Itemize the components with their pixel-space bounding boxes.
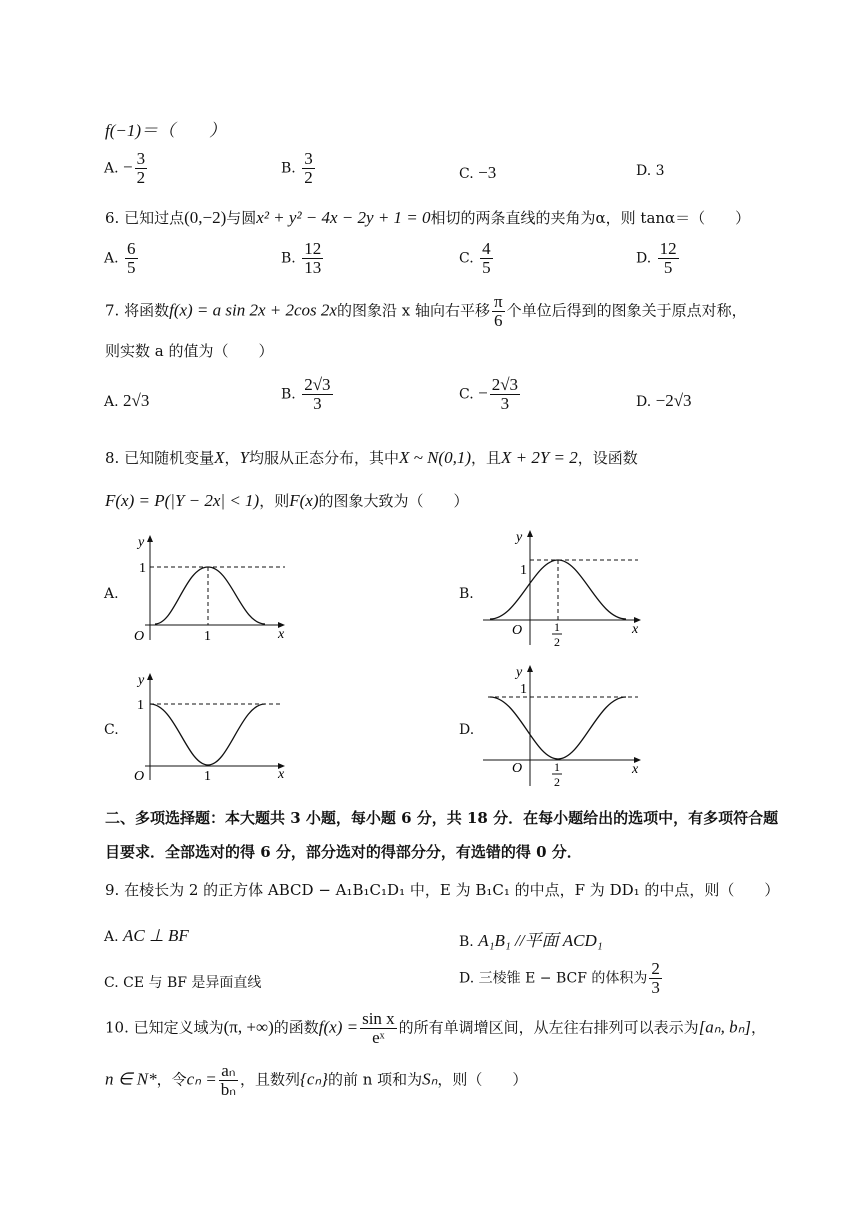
sign: − xyxy=(123,157,133,177)
svg-text:1: 1 xyxy=(137,698,144,713)
svg-text:1: 1 xyxy=(554,760,560,774)
graph-a-label[interactable]: A. xyxy=(104,586,119,602)
section-2-line2: 目要求．全部选对的得 6 分，部分选对的得部分分，有选错的得 0 分． xyxy=(105,843,582,861)
q5-option-d[interactable] xyxy=(636,163,665,179)
q6-stem: 6. 已知过点(0,−2)与圆x² + y² − 4x − 2y + 1 = 0相切的两条直线的夹角为α，则 tanα＝（ ） xyxy=(105,208,751,227)
fraction: $\frac{3}{2}$ xyxy=(304,149,313,187)
graph-c[interactable] xyxy=(125,668,295,783)
svg-text:y: y xyxy=(516,530,523,545)
q6-option-c[interactable]: C. $\frac{4}{5}$ xyxy=(459,239,491,277)
q5-option-b[interactable] xyxy=(281,150,317,187)
q7-option-c[interactable]: C. − $\frac{2√3}{3}$ xyxy=(459,375,519,413)
svg-text:1: 1 xyxy=(204,769,211,783)
svg-text:O: O xyxy=(134,769,145,783)
option-label: D. xyxy=(636,163,652,179)
q7-stem: 7. 将函数f(x) = a sin 2x + 2cos 2x的图象沿 x 轴向右平移 $\frac{\pi}{6}$ 个单位后得到的图象关于原点对称， xyxy=(105,292,747,330)
q9-option-d[interactable]: D. 三棱锥 E − BCF 的体积为 $\frac{2}{3}$ xyxy=(459,959,660,997)
q6-option-d[interactable]: D. $\frac{12}{5}$ xyxy=(636,239,677,277)
y-axis-label: y xyxy=(138,535,145,550)
svg-text:x: x xyxy=(278,767,285,782)
option-label: C. xyxy=(459,166,474,182)
graph-a[interactable] xyxy=(125,530,295,645)
q8-stem: 8. 已知随机变量X，Y均服从正态分布，其中X ~ N(0,1)，且X + 2Y = 2，设函数 xyxy=(105,448,638,467)
graph-b-label[interactable]: B. xyxy=(459,586,474,602)
q6-option-b[interactable]: B. $\frac{12}{13}$ xyxy=(281,239,322,277)
q9-option-a[interactable]: A. AC ⊥ BF xyxy=(104,926,189,945)
y-tick-label: 1 xyxy=(139,561,146,576)
svg-text:O: O xyxy=(512,623,523,638)
option-value: 3 xyxy=(655,163,665,179)
fraction: $\frac{3}{2}$ xyxy=(136,149,146,187)
q6-option-a[interactable]: A. $\frac{6}{5}$ xyxy=(104,239,136,277)
q5-option-c[interactable] xyxy=(459,163,496,183)
svg-text:1: 1 xyxy=(520,563,527,578)
q9-option-b[interactable]: B. A₁B₁ //平面 ACD₁ xyxy=(459,931,603,950)
q7-option-d[interactable]: D. −2√3 xyxy=(636,391,692,410)
q5-option-a[interactable] xyxy=(104,150,149,187)
q10-stem-line2: n ∈ N*，令cₙ = $\frac{\text{aₙ}}{\text{bₙ}}$ ，且数列{cₙ}的前 n 项和为Sₙ，则（ ） xyxy=(105,1061,528,1099)
svg-text:y: y xyxy=(138,673,145,688)
option-label: A. xyxy=(104,160,119,177)
q9-stem: 9. 在棱长为 2 的正方体 ABCD − A₁B₁C₁D₁ 中，E 为 B₁C₁ 的中点，F 为 DD₁ 的中点，则（ ） xyxy=(105,881,780,899)
q7-stem-line2: 则实数 a 的值为（ ） xyxy=(105,342,274,360)
svg-text:1: 1 xyxy=(520,682,527,697)
svg-text:O: O xyxy=(512,761,523,776)
svg-text:x: x xyxy=(632,622,639,637)
svg-text:2: 2 xyxy=(554,635,560,649)
x-tick-label: 1 xyxy=(204,629,211,644)
origin-label: O xyxy=(134,629,145,644)
q10-stem: 10. 已知定义域为(π, +∞)的函数f(x) = $\frac{\text{sin x}}{\text{eˣ}}$ 的所有单调增区间，从左往右排列可以表示为[aₙ, bₙ]， xyxy=(105,1009,766,1047)
graph-c-label[interactable]: C. xyxy=(104,722,119,738)
x-axis-label: x xyxy=(278,627,285,642)
option-value: −3 xyxy=(478,163,497,182)
svg-text:1: 1 xyxy=(554,620,560,634)
q7-option-b[interactable]: B. $\frac{2√3}{3}$ xyxy=(281,375,331,413)
graph-d[interactable] xyxy=(478,660,648,790)
option-label: B. xyxy=(281,160,296,177)
svg-text:y: y xyxy=(516,665,523,680)
q9-option-c[interactable]: C. CE 与 BF 是异面直线 xyxy=(104,975,262,991)
graph-d-label[interactable]: D. xyxy=(459,722,475,738)
q8-stem-line2: F(x) = P(|Y − 2x| < 1)，则F(x)的图象大致为（ ） xyxy=(105,491,469,510)
graph-b[interactable] xyxy=(478,525,648,650)
svg-text:x: x xyxy=(632,762,639,777)
q7-option-a[interactable]: A. 2√3 xyxy=(104,391,150,410)
section-2-line1: 二、多项选择题：本大题共 3 小题，每小题 6 分，共 18 分．在每小题给出的选项中，有多项符合题 xyxy=(105,809,779,827)
svg-text:2: 2 xyxy=(554,775,560,789)
q5-expression: f(−1)＝（ ） xyxy=(105,121,227,140)
